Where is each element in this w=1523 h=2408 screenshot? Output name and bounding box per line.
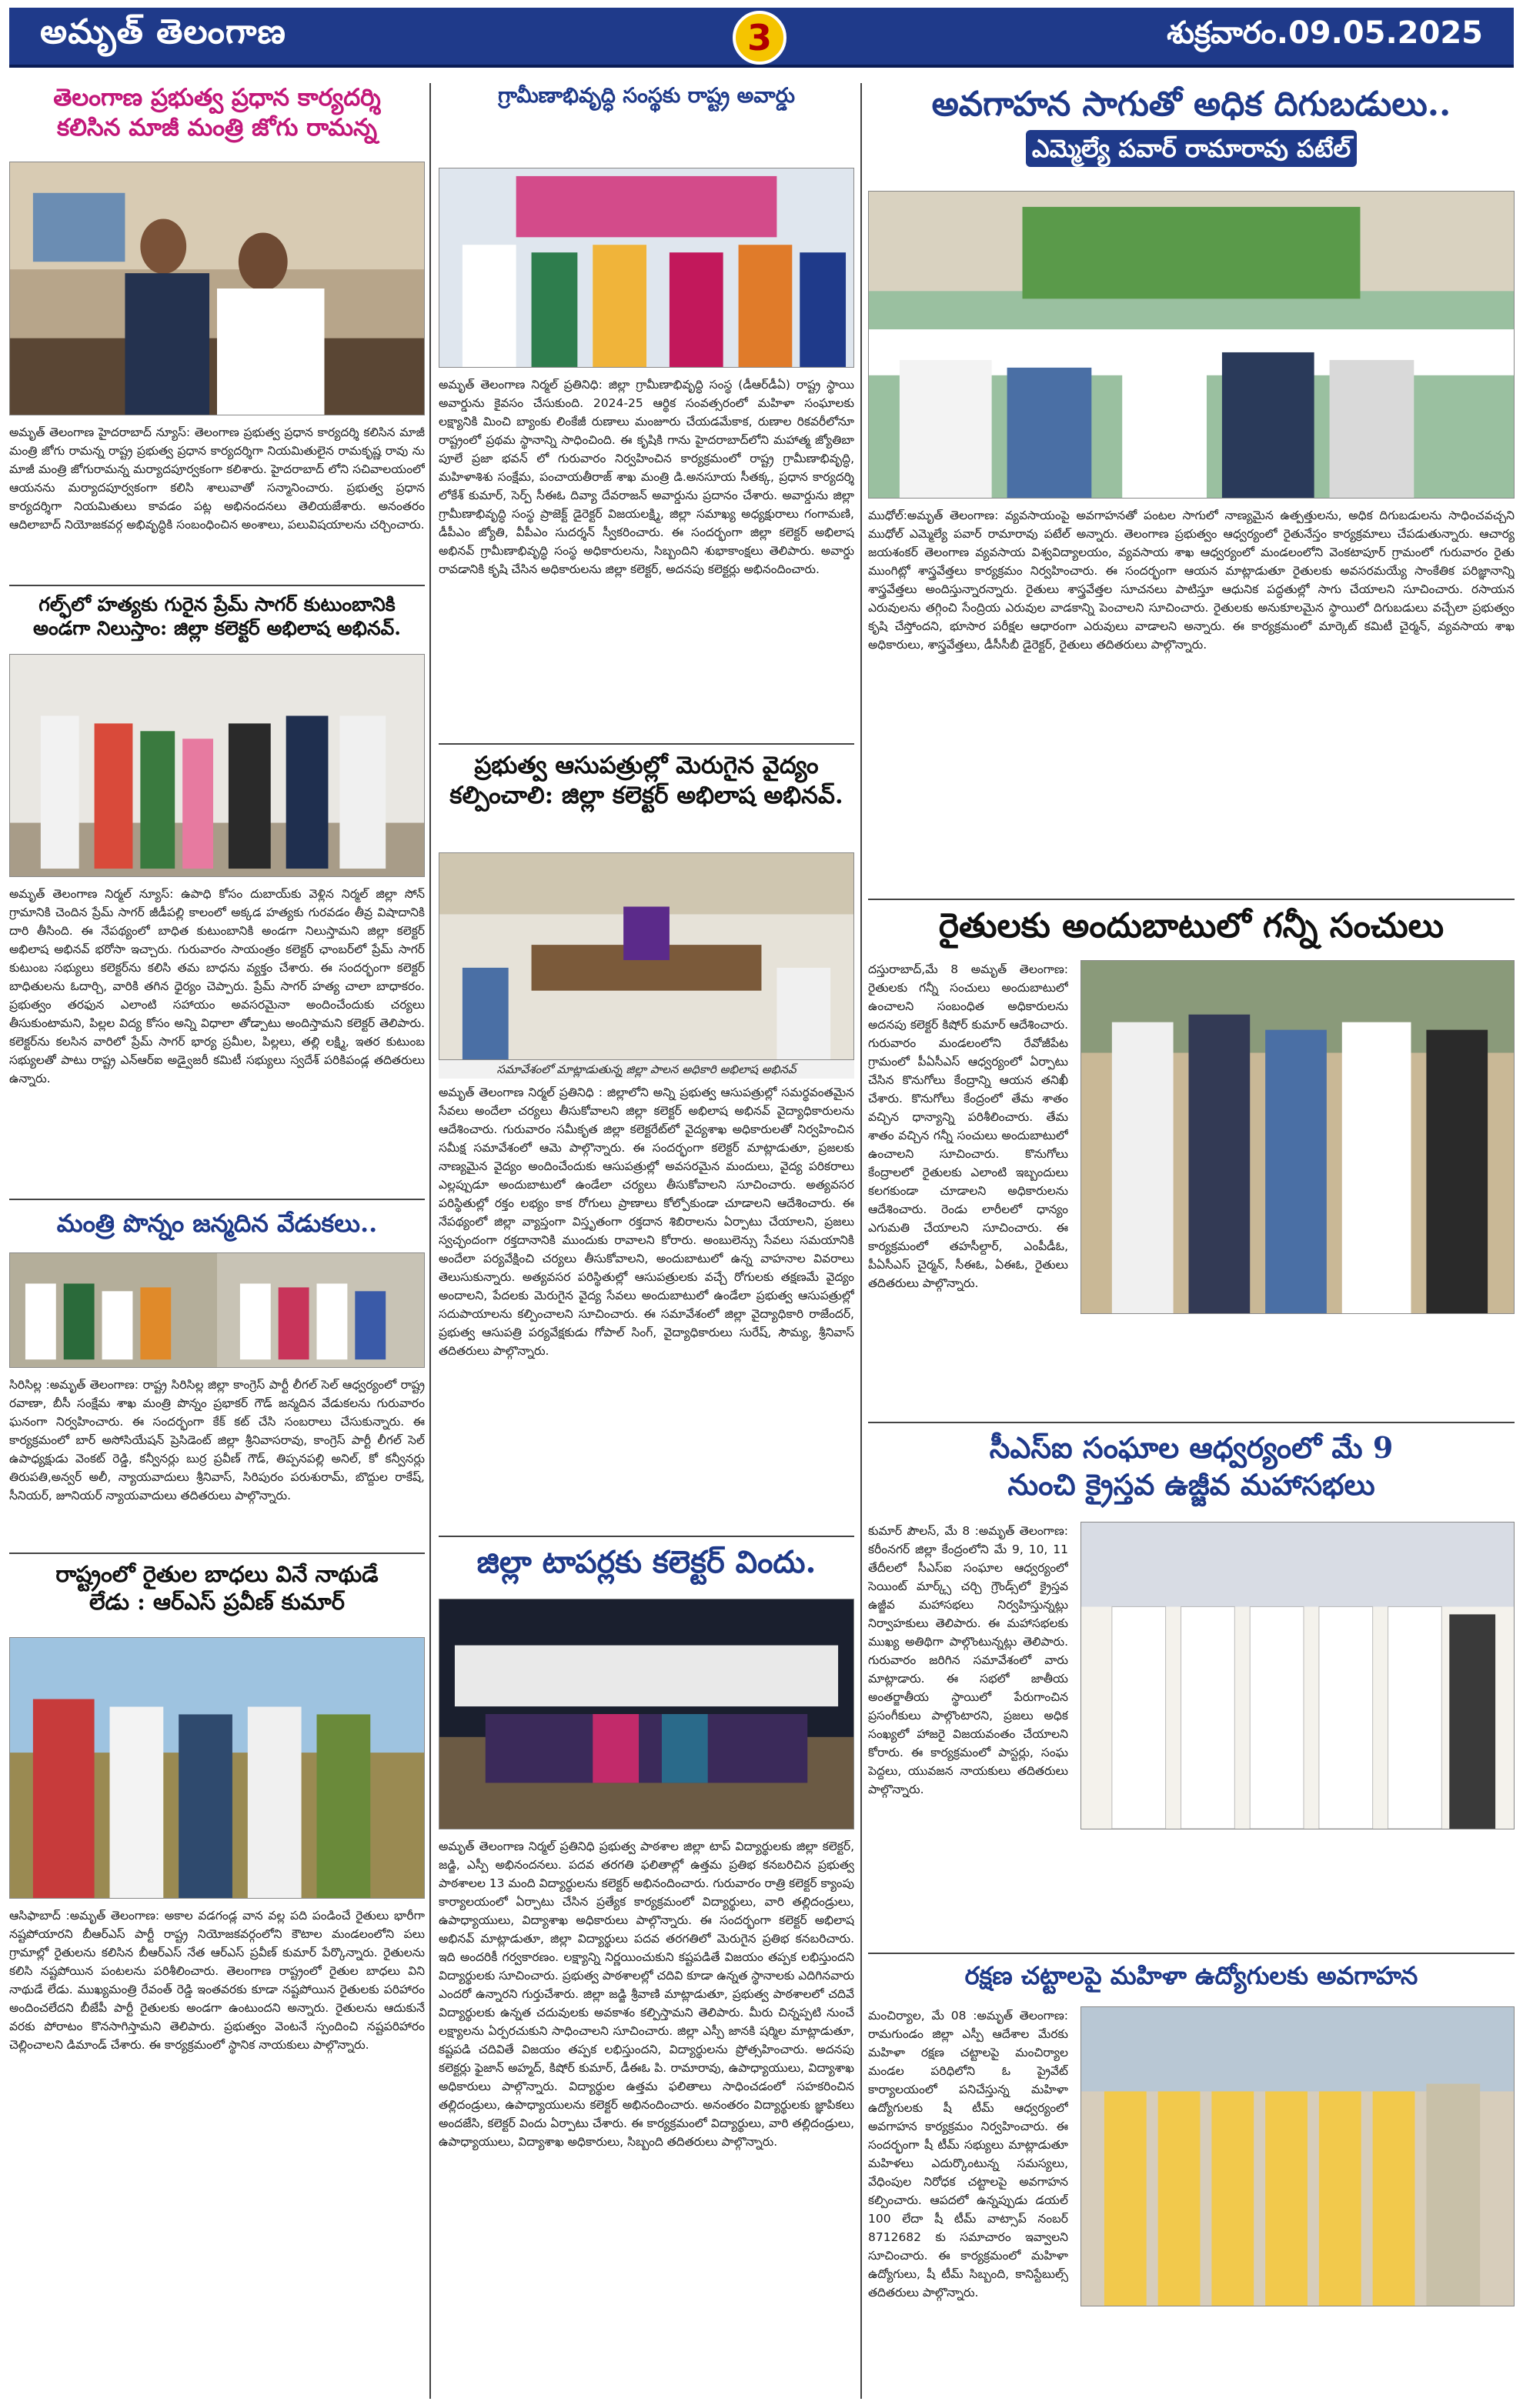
story-headline: అవగాహన సాగుతో అధిక దిగుబడులు..: [931, 85, 1451, 124]
masthead: [9, 8, 1514, 68]
column-divider: [860, 83, 862, 2399]
story-headline: రక్షణ చట్టాలపై మహిళా ఉద్యోగులకు అవగాహన: [964, 1961, 1418, 1990]
story-headline: తెలంగాణ ప్రభుత్వ ప్రధాన కార్యదర్శి: [53, 84, 381, 112]
divider: [868, 899, 1515, 900]
story-photo: [1080, 2006, 1515, 2306]
column-divider: [429, 83, 431, 2399]
story-gunny-bags: [868, 905, 1515, 947]
middle-column: [439, 83, 854, 2399]
story-photo: [1080, 1522, 1515, 1829]
story-headline: జిల్లా టాపర్లకు కలెక్టర్ విందు.: [476, 1544, 817, 1580]
story-hospitals: [439, 751, 854, 811]
story-body: అమృత్ తెలంగాణ హైదరాబాద్ న్యూస్: తెలంగాణ ప్రభుత్వ ప్రధాన కార్యదర్శి కలిసిన మాజీ మంత్రి జోగు రామన్న రాష్ట్ర ప్రభుత్వ ప్రధాన కార్యదర్శిగా నియమితులైన రామకృష్ణ రావు ను మాజీ మంత్రి జోగురామన్న మర్యాదపూర్వకంగా కలిశారు. హైదరాబాద్ లోని సచివాలయంలో ఆయనను మర్యాదపూర్వకంగా కలిసి శాలువాతో సన్మానించారు. ప్రభుత్వ ప్రధాన కార్యదర్శిగా నియమితులు కావడం పట్ల అభినందనలు తెలియజేశారు. అనంతరం ఆదిలాబాద్ నియోజకవర్గ అభివృద్ధికి సంబంధించిన అంశాలు, పలువిషయాలను చర్చించారు.: [9, 425, 425, 532]
story-body: ఆసిఫాబాద్ :అమృత్ తెలంగాణ: అకాల వడగండ్ల వాన వల్ల పది పండించే రైతులు భారీగా నష్టపోయారని బీఆర్ఎస్ పార్టీ రాష్ట్ర నియోజకవర్గంలోని కౌటాల మండలంలోని పలు గ్రామాల్లో రైతులను కలిసిన బీఆర్ఎస్ నేత ఆర్ఎస్ ప్రవీణ్ కుమార్ పేర్కొన్నారు. రైతులను కలిసి నష్టపోయిన పంటలను పరిశీలించారు. తెలంగాణ రాష్ట్రంలో రైతుల బాధలు విని నాథుడే లేడు. ముఖ్యమంత్రి రేవంత్ రెడ్డి ఇంతవరకు కూడా నష్టపోయిన రైతులకు పరిహారం అందించలేదని బీజేపీ పార్టీ రైతులకు అండగా ఉంటుందని అన్నారు. రైతులను ఆదుకునే వరకు పోరాటం కొనసాగిస్తామని తెలిపారు. ప్రభుత్వం వెంటనే స్పందించి నష్టపరిహారం చెల్లించాలని డిమాండ్ చేశారు. ఈ కార్యక్రమంలో స్థానిక నాయకులు పాల్గొన్నారు.: [9, 1909, 425, 2053]
story-women-safety: [868, 1960, 1515, 1991]
story-toppers-dinner: [439, 1543, 854, 1582]
divider: [439, 743, 854, 745]
story-csi-meetings: [868, 1429, 1515, 1502]
story-body: అమృత్ తెలంగాణ నిర్మల్ ప్రతినిధి : జిల్లాలోని అన్ని ప్రభుత్వ ఆసుపత్రుల్లో సమర్థవంతమైన సేవలు అందేలా చర్యలు తీసుకోవాలని జిల్లా కలెక్టర్ అభిలాష అభినవ్ వైద్యాధికారులను ఆదేశించారు. గురువారం సమీకృత జిల్లా కలెక్టరేట్‌లో వైద్యశాఖ అధికారులతో నిర్వహించిన సమీక్ష సమావేశంలో ఆమె పాల్గొన్నారు. ఈ సందర్భంగా కలెక్టర్ మాట్లాడుతూ, ప్రజలకు నాణ్యమైన వైద్యం అందించేందుకు ఆసుపత్రుల్లో అవసరమైన మందులు, వైద్య పరికరాలు ఎల్లప్పుడూ అందుబాటులో ఉండేలా చర్యలు తీసుకోవాలని సూచించారు. అత్యవసర పరిస్థితుల్లో రక్తం లభ్యం కాక రోగులు ప్రాణాలు కోల్పోకుండా చూడాలని ఆదేశించారు. ఈ నేపథ్యంలో జిల్లా వ్యాప్తంగా విస్తృతంగా రక్తదాన శిబిరాలను ఏర్పాటు చేయాలని, ప్రజలు స్వచ్ఛందంగా రక్తదానానికి ముందుకు రావాలని కోరారు. అంబులెన్సు సేవలు సమయానికి అందేలా పర్యవేక్షించి చర్యలు తీసుకోవాలని, అందుబాటులో ఉన్న వాహనాల వివరాలు తెలుసుకున్నారు. అత్యవసర పరిస్థితుల్లో ఆసుపత్రులకు వచ్చే రోగులకు తక్షణమే వైద్యం అందాలని, పేదలకు మెరుగైన వైద్య సేవలు అందుబాటులో ఉండేలా ప్రభుత్వ ఆసుపత్రుల్లో సదుపాయాలను కల్పించాలని సూచించారు. ఈ సమావేశంలో జిల్లా వైద్యాధికారి రాజేందర్, ప్రభుత్వ ఆసుపత్రి పర్యవేక్షకుడు గోపాల్ సింగ్, వైద్యాధికారులు సురేష్, సౌమ్య, శ్రీనివాస్ తదితరులు పాల్గొన్నారు.: [439, 1086, 854, 1359]
story-headline-line2: కల్పించాలి: జిల్లా కలెక్టర్ అభిలాష అభినవ్.: [449, 781, 843, 809]
story-farmers-praveen: [9, 1560, 425, 1616]
story-headline: ప్రభుత్వ ఆసుపత్రుల్లో మెరుగైన వైద్యం: [474, 752, 819, 779]
story-photo: [1080, 960, 1515, 1314]
story-photo: [9, 1252, 425, 1368]
story-headline-line2: లేడు : ఆర్ఎస్ ప్రవీణ్ కుమార్: [89, 1589, 345, 1616]
newspaper-name: అమృత్ తెలంగాణ: [40, 12, 286, 52]
issue-date: శుక్రవారం.09.05.2025: [1167, 15, 1483, 51]
story-farming-awareness: [868, 83, 1515, 167]
story-headline: గ్రామీణాభివృద్ధి సంస్థకు రాష్ట్ర అవార్డు: [498, 84, 795, 108]
divider: [9, 1199, 425, 1200]
divider: [9, 1553, 425, 1554]
story-drda-award: [439, 83, 854, 109]
right-column: [868, 83, 1515, 2399]
story-body: కుమార్ పౌలస్, మే 8 :అమృత్ తెలంగాణ: కరీంనగర్ జిల్లా కేంద్రంలోని మే 9, 10, 11 తేదీలలో సీఎస్ఐ సంఘాల ఆధ్వర్యంలో సెయింట్ మార్క్స్ చర్చి గ్రౌండ్స్‌లో క్రైస్తవ ఉజ్జీవ మహాసభలు నిర్వహిస్తున్నట్లు నిర్వాహకులు తెలిపారు. ఈ మహాసభలకు ముఖ్య అతిథిగా పాల్గొంటున్నట్లు తెలిపారు. గురువారం జరిగిన సమావేశంలో వారు మాట్లాడారు. ఈ సభలో జాతీయ అంతర్జాతీయ స్థాయిలో పేరుగాంచిన ప్రసంగీకులు పాల్గొంటారని, ప్రజలు అధిక సంఖ్యలో హాజరై విజయవంతం చేయాలని కోరారు. ఈ కార్యక్రమంలో పాస్టర్లు, సంఘ పెద్దలు, యువజన నాయకులు తదితరులు పాల్గొన్నారు.: [868, 1524, 1068, 1797]
story-photo: [439, 852, 854, 1060]
page-number: 3: [733, 11, 787, 65]
story-headline: రాష్ట్రంలో రైతుల బాధలు వినే నాథుడే: [55, 1561, 379, 1587]
story-body: అమృత్ తెలంగాణ నిర్మల్ ప్రతినిధి ప్రభుత్వ పాఠశాల జిల్లా టాప్ విద్యార్థులకు జిల్లా కలెక్టర్, జడ్జి, ఎస్పీ అభినందనలు. పదవ తరగతి ఫలితాల్లో ఉత్తమ ప్రతిభ కనబరిచిన ప్రభుత్వ పాఠశాలల 13 మంది విద్యార్థులను కలెక్టర్ అభినందించారు. గురువారం రాత్రి కలెక్టర్ క్యాంపు కార్యాలయంలో ఏర్పాటు చేసిన ప్రత్యేక కార్యక్రమంలో విద్యార్థులు, వారి తల్లిదండ్రులు, ఉపాధ్యాయులు, విద్యాశాఖ అధికారులు పాల్గొన్నారు. ఈ సందర్భంగా కలెక్టర్ అభిలాష అభినవ్ మాట్లాడుతూ, జిల్లా విద్యార్థులు పదవ తరగతిలో మెరుగైన ప్రతిభ కనబరిచారు. ఇది అందరికీ గర్వకారణం. లక్ష్యాన్ని నిర్ణయించుకుని కష్టపడితే విజయం తప్పక లభిస్తుందని విద్యార్థులకు సూచించారు. ప్రభుత్వ పాఠశాలల్లో చదివి కూడా ఉన్నత స్థానాలకు ఎదిగినవారు ఎందరో ఉన్నారని గుర్తుచేశారు. జిల్లా జడ్జి శ్రీవాణి మాట్లాడుతూ, ప్రభుత్వ పాఠశాలలో చదివే విద్యార్థులకు ఉన్నత చదువులకు అవకాశం కల్పిస్తామని తెలిపారు. మీరు చిన్నప్పటి నుంచే లక్ష్యాలను ఏర్పరచుకుని సాధించాలని సూచించారు. జిల్లా ఎస్పీ జానకి షర్మిల మాట్లాడుతూ, కష్టపడి చదివితే విజయం తప్పక లభిస్తుందని, విద్యార్థులను ప్రోత్సహించారు. అదనపు కలెక్టర్లు ఫైజాన్ అహ్మద్, కిషోర్ కుమార్, డీఈఓ పి. రామారావు, ఉపాధ్యాయులు, విద్యాశాఖ అధికారులు పాల్గొన్నారు. విద్యార్థుల ఉత్తమ ఫలితాలు సాధించడంలో సహకరించిన తల్లిదండ్రులు, ఉపాధ్యాయులను కలెక్టర్ అభినందించారు. అనంతరం విద్యార్థులకు జ్ఞాపికలు అందజేసి, కలెక్టర్ విందు ఏర్పాటు చేశారు. ఈ కార్యక్రమంలో విద్యార్థులు, వారి తల్లిదండ్రులు, ఉపాధ్యాయులు, విద్యాశాఖ అధికారులు, సిబ్బంది తదితరులు పాల్గొన్నారు.: [439, 1839, 854, 2150]
story-photo: [9, 654, 425, 877]
story-photo: [439, 168, 854, 368]
story-body: దస్తురాబాద్,మే 8 అమృత్ తెలంగాణ: రైతులకు గన్నీ సంచులు అందుబాటులో ఉంచాలని సంబంధిత అధికారులను అదనపు కలెక్టర్ కిషోర్ కుమార్ ఆదేశించారు. గురువారం మండలంలోని రేవోజీపేట గ్రామంలో పీఏసీఎస్ ఆధ్వర్యంలో ఏర్పాటు చేసిన కొనుగోలు కేంద్రాన్ని ఆయన తనిఖీ చేశారు. కొనుగోలు కేంద్రంలో తేమ శాతం వచ్చిన ధాన్యాన్ని పరిశీలించారు. తేమ శాతం వచ్చిన గన్నీ సంచులు అందుబాటులో ఉంచాలని సూచించారు. కొనుగోలు కేంద్రాలలో రైతులకు ఎలాంటి ఇబ్బందులు కలగకుండా చూడాలని అధికారులను ఆదేశించారు. రెండు లారీలలో ధాన్యం ఎగుమతి చేయాలని సూచించారు. ఈ కార్యక్రమంలో తహసీల్దార్, ఎంపీడీఓ, పీఏసీఎస్ చైర్మన్, సీఈఓ, ఏఈఓ, రైతులు తదితరులు పాల్గొన్నారు.: [868, 962, 1068, 1291]
story-headline: రైతులకు అందుబాటులో గన్నీ సంచులు: [938, 906, 1445, 946]
story-headline-line2: నుంచి క్రైస్తవ ఉజ్జీవ మహాసభలు: [1007, 1466, 1375, 1502]
story-headline: మంత్రి పొన్నం జన్మదిన వేడుకలు..: [56, 1209, 378, 1238]
story-gulf-murder: [9, 592, 425, 641]
divider: [868, 1422, 1515, 1423]
story-photo: [9, 1637, 425, 1899]
story-photo: [439, 1599, 854, 1829]
story-body: మంచిర్యాల, మే 08 :అమృత్ తెలంగాణ: రామగుండం జిల్లా ఎస్పీ ఆదేశాల మేరకు మహిళా రక్షణ చట్టాలపై మంచిర్యాల మండల పరిధిలోని ఓ ప్రైవేట్ కార్యాలయంలో పనిచేస్తున్న మహిళా ఉద్యోగులకు షీ టీమ్ ఆధ్వర్యంలో అవగాహన కార్యక్రమం నిర్వహించారు. ఈ సందర్భంగా షీ టీమ్ సభ్యులు మాట్లాడుతూ మహిళలు ఎదుర్కొంటున్న సమస్యలు, వేధింపుల నిరోధక చట్టాలపై అవగాహన కల్పించారు. ఆపదలో ఉన్నప్పుడు డయల్ 100 లేదా షీ టీమ్ వాట్సాప్ నంబర్ 8712682 కు సమాచారం ఇవ్వాలని సూచించారు. ఈ కార్యక్రమంలో మహిళా ఉద్యోగులు, షీ టీమ్ సిబ్బంది, కానిస్టేబుల్స్ తదితరులు పాల్గొన్నారు.: [868, 2009, 1068, 2300]
story-body: అమృత్ తెలంగాణ నిర్మల్ న్యూస్: ఉపాధి కోసం దుబాయ్‌కు వెళ్లిన నిర్మల్ జిల్లా సోన్ గ్రామానికి చెందిన ప్రేమ్ సాగర్ జీడీపల్లి కాలంలో అక్కడ హత్యకు గురవడం తీవ్ర విషాదానికి దారి తీసింది. ఈ నేపథ్యంలో బాధిత కుటుంబానికి అండగా నిలుస్తామని జిల్లా కలెక్టర్ అభిలాష అభినవ్ భరోసా ఇచ్చారు. గురువారం సాయంత్రం కలెక్టర్ ఛాంబర్‌లో ప్రేమ్ సాగర్ కుటుంబ సభ్యులు కలెక్టర్‌ను కలిసి తమ బాధను వ్యక్తం చేశారు. ఈ సందర్భంగా కలెక్టర్ బాధితులను ఓదార్చి, వారికి తగిన ధైర్యం చెప్పారు. ప్రేమ్ సాగర్ హత్య చాలా బాధాకరం. ప్రభుత్వం తరఫున ఎలాంటి సహాయం అవసరమైనా అందించేందుకు చర్యలు తీసుకుంటామని, పిల్లల విద్య కోసం అన్ని విధాలా తోడ్పాటు అందిస్తామని కలెక్టర్ తెలిపారు. కలెక్టర్‌ను కలసిన వారిలో ప్రేమ్ సాగర్ భార్య ప్రమీల, పిల్లలు, తల్లి లక్ష్మి, ఇతర కుటుంబ సభ్యులతో పాటు రాష్ట్ర ఎన్‌ఆర్ఐ అడ్వైజరీ కమిటీ సభ్యులు స్వదేశ్ పరికిపండ్ల తదితరులు ఉన్నారు.: [9, 887, 425, 1086]
story-subheadline: ఎమ్మెల్యే పవార్ రామారావు పటేల్: [1026, 130, 1357, 167]
divider: [439, 1536, 854, 1537]
story-body: సిరిసిల్ల :అమృత్ తెలంగాణ: రాష్ట్ర సిరిసిల్ల జిల్లా కాంగ్రెస్ పార్టీ లీగల్ సెల్ ఆధ్వర్యంలో రాష్ట్ర రవాణా, బీసీ సంక్షేమ శాఖ మంత్రి పొన్నం ప్రభాకర్ గౌడ్ జన్మదిన వేడుకలను గురువారం ఘనంగా నిర్వహించారు. ఈ సందర్భంగా కేక్ కట్ చేసి సంబరాలు చేసుకున్నారు. ఈ కార్యక్రమంలో బార్ అసోసియేషన్ ప్రెసిడెంట్ జిల్లా శ్రీనివాసరావు, కాంగ్రెస్ పార్టీ లీగల్ సెల్ ఉపాధ్యక్షుడు వెంకట్ రెడ్డి, కన్వీనర్లు బుర్ర ప్రవీణ్ గౌడ్, తిప్పనపల్లి అనిల్, కో కన్వీనర్లు తిరుపతి,అన్వర్ అలీ, న్యాయవాదులు శ్రీనివాస్, సిరిపురం పరుశురామ్, బొద్దుల రాకేష్, సీనియర్, జూనియర్ న్యాయవాదులు తదితరులు పాల్గొన్నారు.: [9, 1378, 425, 1503]
photo-caption: సమావేశంలో మాట్లాడుతున్న జిల్లా పాలన అధికారి అభిలాష అభినవ్: [439, 1060, 854, 1079]
left-column: [9, 83, 425, 2399]
story-ponnam-birthday: [9, 1208, 425, 1239]
story-body: ముధోల్:అమృత్ తెలంగాణ: వ్యవసాయంపై అవగాహనతో పంటల సాగులో నాణ్యమైన ఉత్పత్తులను, అధిక దిగుబడులను సాధించవచ్చని ముధోల్ ఎమ్మెల్యే పవార్ రామారావు పటేల్ అన్నారు. తెలంగాణ ప్రభుత్వం ఆధ్వర్యంలో రైతునేస్తం కార్యక్రమాలు చేపడుతున్నారు. ఆచార్య జయశంకర్ తెలంగాణ వ్యవసాయ విశ్వవిద్యాలయం, వ్యవసాయ శాఖ ఆధ్వర్యంలో మండలంలోని వెంకటాపూర్ గ్రామంలో గురువారం రైతు ముంగిట్లో శాస్త్రవేత్తలు కార్యక్రమం నిర్వహించారు. ఈ సందర్భంగా ఆయన మాట్లాడుతూ రైతులకు అవసరమయ్యే సాంకేతిక పరిజ్ఞానాన్ని శాస్త్రవేత్తలు అందిస్తున్నారన్నారు. రైతులు శాస్త్రవేత్తల సూచనలు పాటిస్తూ ఆధునిక పద్ధతుల్లో సాగు చేయాలని సూచించారు. రసాయన ఎరువులను తగ్గించి సేంద్రియ ఎరువుల వాడకాన్ని పెంచాలని సూచించారు. రైతులకు అనుకూలమైన స్థాయిలో దిగుబడులు వచ్చేలా ప్రభుత్వం కృషి చేస్తోందని, భూసార పరీక్షల ఆధారంగా ఎరువులు వాడాలని అన్నారు. ఈ కార్యక్రమంలో మార్కెట్ కమిటీ చైర్మన్, వ్యవసాయ శాఖ అధికారులు, శాస్త్రవేత్తలు, డీసీసీబీ డైరెక్టర్, రైతులు తదితరులు పాల్గొన్నారు.: [868, 509, 1515, 652]
story-headline: గల్ఫ్‌లో హత్యకు గురైన ప్రేమ్ సాగర్ కుటుంబానికి: [38, 593, 396, 615]
story-body: అమృత్ తెలంగాణ నిర్మల్ ప్రతినిధి: జిల్లా గ్రామీణాభివృద్ధి సంస్థ (డీఆర్‌డీఏ) రాష్ట్ర స్థాయి అవార్డును కైవసం చేసుకుంది. 2024-25 ఆర్థిక సంవత్సరంలో మహిళా సంఘాలకు లక్ష్యానికి మించి బ్యాంకు లింకేజీ రుణాలు మంజూరు చేయడమేకాక, రుణాల రికవరీలోనూ రాష్ట్రంలో ప్రథమ స్థానాన్ని సాధించింది. ఈ కృషికి గాను హైదరాబాద్‌లోని మహాత్మ జ్యోతిబా పూలే ప్రజా భవన్ లో గురువారం నిర్వహించిన కార్యక్రమంలో రాష్ట్ర గ్రామీణాభివృద్ధి, మహిళాశిశు సంక్షేమ, పంచాయతీరాజ్ శాఖ మంత్రి డి.అనసూయ సీతక్క, ప్రధాన కార్యదర్శి లోకేశ్ కుమార్, సెర్ప్ సీఈఓ దివ్యా దేవరాజన్ అవార్డును ప్రదానం చేశారు. అవార్డును జిల్లా గ్రామీణాభివృద్ధి సంస్థ ప్రాజెక్ట్ డైరెక్టర్ విజయలక్ష్మి, జిల్లా సమాఖ్య అధ్యక్షురాలు గంగామణి, డీపీఎం జ్యోతి, వీపీఎం సుదర్శన్ స్వీకరించారు. ఈ సందర్భంగా జిల్లా కలెక్టర్ అభిలాష అభినవ్ గ్రామీణాభివృద్ధి సంస్థ అధికారులను, సిబ్బందిని శుభాకాంక్షలు తెలిపారు. అవార్డు రావడానికి కృషి చేసిన అధికారులను జిల్లా కలెక్టర్, అదనపు కలెక్టర్లు అభినందించారు.: [439, 378, 854, 577]
divider: [9, 585, 425, 586]
story-headline-line2: అండగా నిలుస్తాం: జిల్లా కలెక్టర్ అభిలాష అభినవ్.: [33, 617, 401, 640]
story-photo: [868, 191, 1515, 499]
story-headline: సీఎస్ఐ సంఘాల ఆధ్వర్యంలో మే 9: [989, 1430, 1394, 1465]
divider: [868, 1953, 1515, 1954]
story-headline-line2: కలిసిన మాజీ మంత్రి జోగు రామన్న: [57, 113, 377, 142]
story-cs-meeting: [9, 83, 425, 143]
story-photo: [9, 162, 425, 415]
